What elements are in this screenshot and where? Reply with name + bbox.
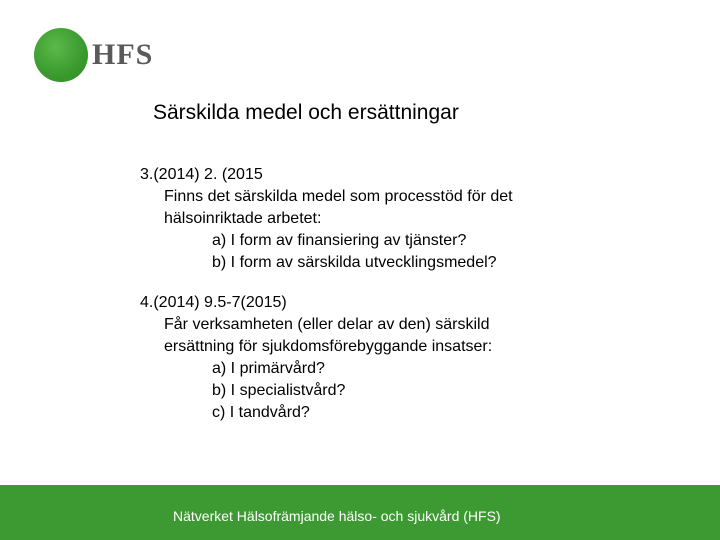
question-heading: 4.(2014) 9.5-7(2015) xyxy=(140,294,287,311)
answer-option: c) I tandvård? xyxy=(212,404,310,421)
hfs-logo xyxy=(34,28,164,84)
question-text-line: ersättning för sjukdomsförebyggande insatser: xyxy=(164,338,493,355)
question-heading: 3.(2014) 2. (2015 xyxy=(140,166,263,183)
answer-option: a) I primärvård? xyxy=(212,360,325,377)
logo-text: HFS xyxy=(92,38,154,71)
question-text-line: Finns det särskilda medel som processtöd för det xyxy=(164,188,513,205)
footer-text: Nätverket Hälsofrämjande hälso- och sjukvård (HFS) xyxy=(173,508,501,524)
answer-option: b) I form av särskilda utvecklingsmedel? xyxy=(212,254,497,271)
slide-title: Särskilda medel och ersättningar xyxy=(153,101,459,124)
footer-bar xyxy=(0,485,720,540)
question-text-line: Får verksamheten (eller delar av den) särskild xyxy=(164,316,490,333)
logo-circle-icon xyxy=(34,28,88,82)
question-section xyxy=(140,164,513,274)
question-text-line: hälsoinriktade arbetet: xyxy=(164,210,322,227)
question-section xyxy=(140,292,492,424)
answer-option: b) I specialistvård? xyxy=(212,382,346,399)
answer-option: a) I form av finansiering av tjänster? xyxy=(212,232,467,249)
